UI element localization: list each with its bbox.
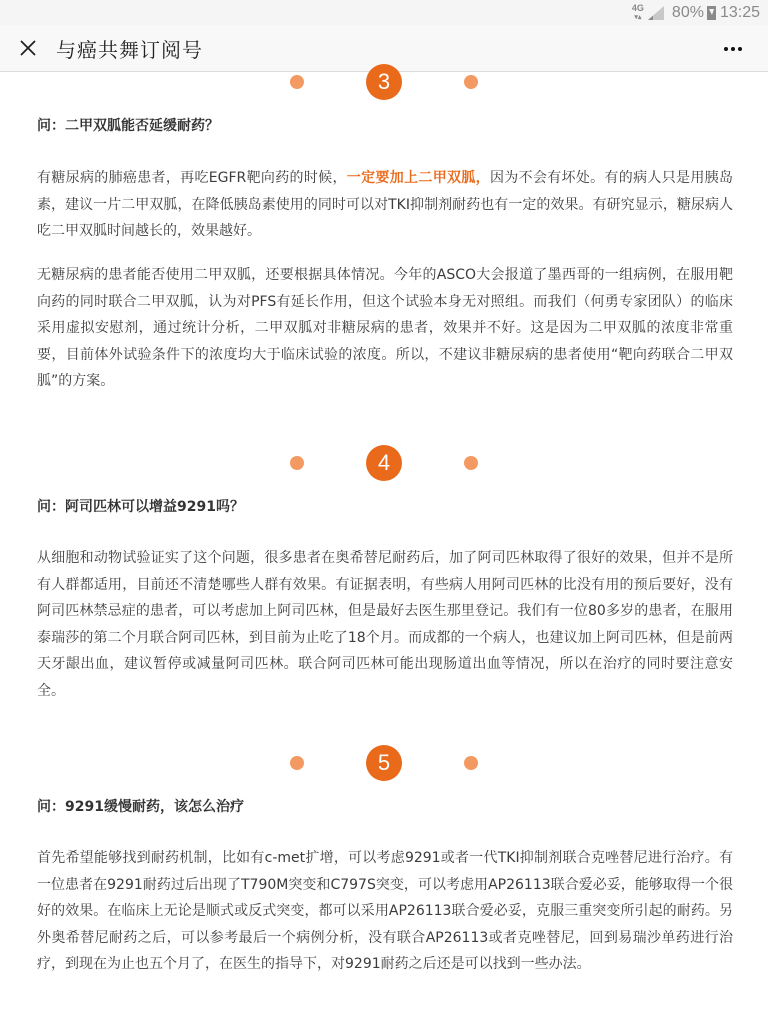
- decorative-dot-icon: [464, 75, 478, 89]
- question-heading: 问：二甲双胍能否延缓耐药？: [37, 118, 219, 134]
- paragraph: 从细胞和动物试验证实了这个问题，很多患者在奥希替尼耐药后，加了阿司匹林取得了很好的效果，但并不是所有人群都适用，目前还不清楚哪些人群有效果。有证据表明，有些病人用阿司匹林的比没有用的预后要好，没有阿司匹林禁忌症的患者，可以考虑加上阿司匹林，但是最好去医生那里登记。我们有一位80多岁的患者，在服用泰瑞莎的第二个月联合阿司匹林，到目前为止吃了18个月。而成都的一个病人，也建议加上阿司匹林，但是前两天牙龈出血，建议暂停或减量阿司匹林。联合阿司匹林可能出现肠道出血等情况，所以在治疗的同时要注意安全。: [37, 550, 733, 699]
- decorative-dot-icon: [464, 756, 478, 770]
- close-icon: [20, 40, 36, 56]
- section-number-badge: 5: [366, 745, 402, 781]
- network-indicator: 4G ▾▴: [631, 2, 644, 21]
- section-divider-3: [0, 64, 768, 100]
- section-number-badge: 4: [366, 445, 402, 481]
- decorative-dot-icon: [290, 75, 304, 89]
- paragraph: [37, 165, 733, 245]
- more-icon-dot: [738, 47, 742, 51]
- paragraph-text: 因为不会有坏处。有的病人只是用胰岛素，建议一片二甲双胍，在降低胰岛素使用的同时可以对TKI抑制剂耐药也有一定的效果。有研究显示，糖尿病人吃二甲双胍时间越长的，效果越好。: [37, 170, 734, 239]
- battery-charging-icon: [707, 6, 716, 20]
- section-number-badge: 3: [366, 64, 402, 100]
- battery-percent: 80%: [671, 3, 704, 21]
- question-heading: 问：9291缓慢耐药，该怎么治疗: [37, 799, 244, 815]
- clock: 13:25: [719, 3, 760, 21]
- paragraph: 首先希望能够找到耐药机制，比如有c-met扩增，可以考虑9291或者一代TKI抑制剂联合克唑替尼进行治疗。有一位患者在9291耐药过后出现了T790M突变和C797S突变，可以考虑用AP26113联合爱必妥，能够取得一个很好的效果。在临床上无论是顺式或反式突变，都可以采用AP26113联合爱必妥，克服三重突变所引起的耐药。另外奥希替尼耐药之后，可以参考最后一个病例分析，没有联合AP26113或者克唑替尼，回到易瑞沙单药进行治疗，到现在为止也五个月了，在医生的指导下，对9291耐药之后还是可以找到一些办法。: [37, 850, 733, 972]
- paragraph: 无糖尿病的患者能否使用二甲双胍，还要根据具体情况。今年的ASCO大会报道了墨西哥的一组病例，在服用靶向药的同时联合二甲双胍，认为对PFS有延长作用，但这个试验本身无对照组。而我们（何勇专家团队）的临床采用虚拟安慰剂，通过统计分析，二甲双胍对非糖尿病的患者，效果并不好。这是因为二甲双胍的浓度非常重要，目前体外试验条件下的浓度均大于临床试验的浓度。所以，不建议非糖尿病的患者使用“靶向药联合二甲双胍”的方案。: [37, 267, 733, 389]
- status-bar: [0, 0, 768, 25]
- decorative-dot-icon: [464, 456, 478, 470]
- decorative-dot-icon: [290, 756, 304, 770]
- decorative-dot-icon: [290, 456, 304, 470]
- more-icon-dot: [731, 47, 735, 51]
- section-divider-5: [0, 745, 768, 781]
- page-title: 与癌共舞订阅号: [56, 37, 203, 62]
- more-icon-dot: [724, 47, 728, 51]
- signal-icon: [648, 6, 664, 20]
- network-type: 4G: [631, 2, 644, 13]
- highlighted-text: 一定要加上二甲双胍，: [346, 170, 490, 186]
- section-divider-4: [0, 445, 768, 481]
- paragraph-text: 有糖尿病的肺癌患者，再吃EGFR靶向药的时候，: [37, 170, 347, 186]
- question-heading: 问：阿司匹林可以增益9291吗？: [37, 499, 244, 515]
